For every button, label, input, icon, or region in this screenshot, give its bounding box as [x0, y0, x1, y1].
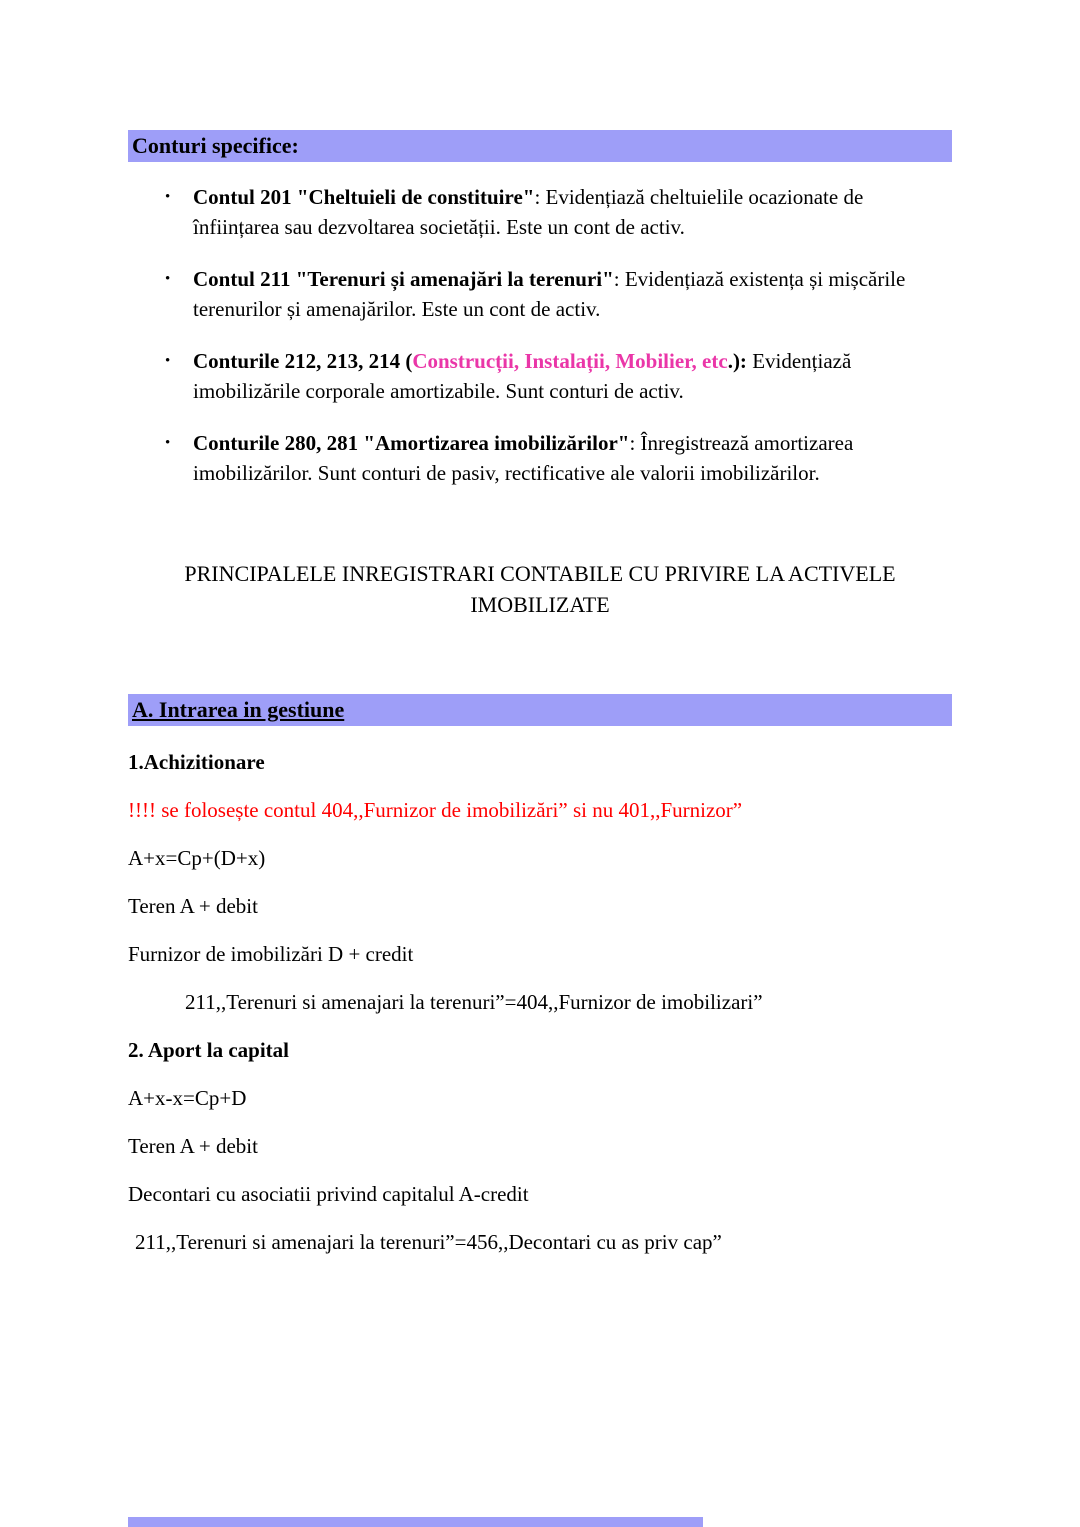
- bullet-bold-text: Contul 201 "Cheltuieli de constituire": [193, 185, 535, 209]
- conturi-bullet-list: [128, 182, 952, 488]
- bullet-icon: •: [165, 271, 171, 287]
- journal-entry-achizitionare: 211,,Terenuri si amenajari la terenuri”=404,,Furnizor de imobilizari”: [185, 990, 763, 1014]
- subsection-title-aport-la-capital: 2. Aport la capital: [128, 1038, 289, 1062]
- bullet-bold-text: .):: [727, 349, 747, 373]
- bullet-text: [193, 182, 952, 242]
- bullet-normal-text: : Înregistrează amortizarea imobilizărilor. Sunt conturi de pasiv, rectificative ale valorii imobilizărilor.: [193, 431, 854, 485]
- bullet-icon: •: [165, 435, 171, 451]
- bullet-magenta-text: Construcții, Instalații, Mobilier, etc: [412, 349, 728, 373]
- bullet-text: [193, 428, 952, 488]
- bullet-bold-text: Contul 211 "Terenuri și amenajări la terenuri": [193, 267, 614, 291]
- bullet-text: [193, 346, 952, 406]
- equation-line: A+x=Cp+(D+x): [128, 846, 266, 870]
- document-main-heading: PRINCIPALELE INREGISTRARI CONTABILE CU PRIVIRE LA ACTIVELE IMOBILIZATE: [184, 561, 896, 617]
- decontari-credit-line: Decontari cu asociatii privind capitalul A-credit: [128, 1182, 529, 1206]
- bullet-bold-text: Conturile 280, 281 "Amortizarea imobilizărilor": [193, 431, 630, 455]
- list-item-contul-211: [128, 264, 952, 324]
- list-item-conturile-280-281: [128, 428, 952, 488]
- teren-debit-line: Teren A + debit: [128, 1134, 258, 1158]
- bullet-icon: •: [165, 353, 171, 369]
- journal-entry-aport: 211,,Terenuri si amenajari la terenuri”=456,,Decontari cu as priv cap”: [135, 1230, 722, 1254]
- equation-line: A+x-x=Cp+D: [128, 1086, 247, 1110]
- warning-text: !!!! se folosește contul 404,,Furnizor de imobilizări” si nu 401,,Furnizor”: [128, 798, 743, 822]
- bullet-normal-text: Evidențiază imobilizările corporale amortizabile. Sunt conturi de activ.: [193, 349, 852, 403]
- section-header-a-label: A. Intrarea in gestiune: [132, 697, 345, 722]
- list-item-conturile-212-213-214: [128, 346, 952, 406]
- partial-highlight-bar: [128, 1517, 703, 1527]
- section-header-intrarea-in-gestiune: [128, 694, 952, 726]
- section-header-conturi-specifice: [128, 130, 952, 162]
- subsection-title-achizitionare: 1.Achizitionare: [128, 750, 265, 774]
- section-header-conturi-label: Conturi specifice:: [132, 133, 299, 158]
- bullet-text: [193, 264, 952, 324]
- bullet-bold-text: Conturile 212, 213, 214 (: [193, 349, 413, 373]
- teren-debit-line: Teren A + debit: [128, 894, 258, 918]
- furnizor-credit-line: Furnizor de imobilizări D + credit: [128, 942, 414, 966]
- bullet-icon: •: [165, 189, 171, 205]
- bullet-normal-text: : Evidențiază existența și mișcările terenurilor și amenajărilor. Este un cont de activ.: [193, 267, 906, 321]
- bullet-normal-text: : Evidențiază cheltuielile ocazionate de înființarea sau dezvoltarea societății. Este un cont de activ.: [193, 185, 864, 239]
- list-item-contul-201: [128, 182, 952, 242]
